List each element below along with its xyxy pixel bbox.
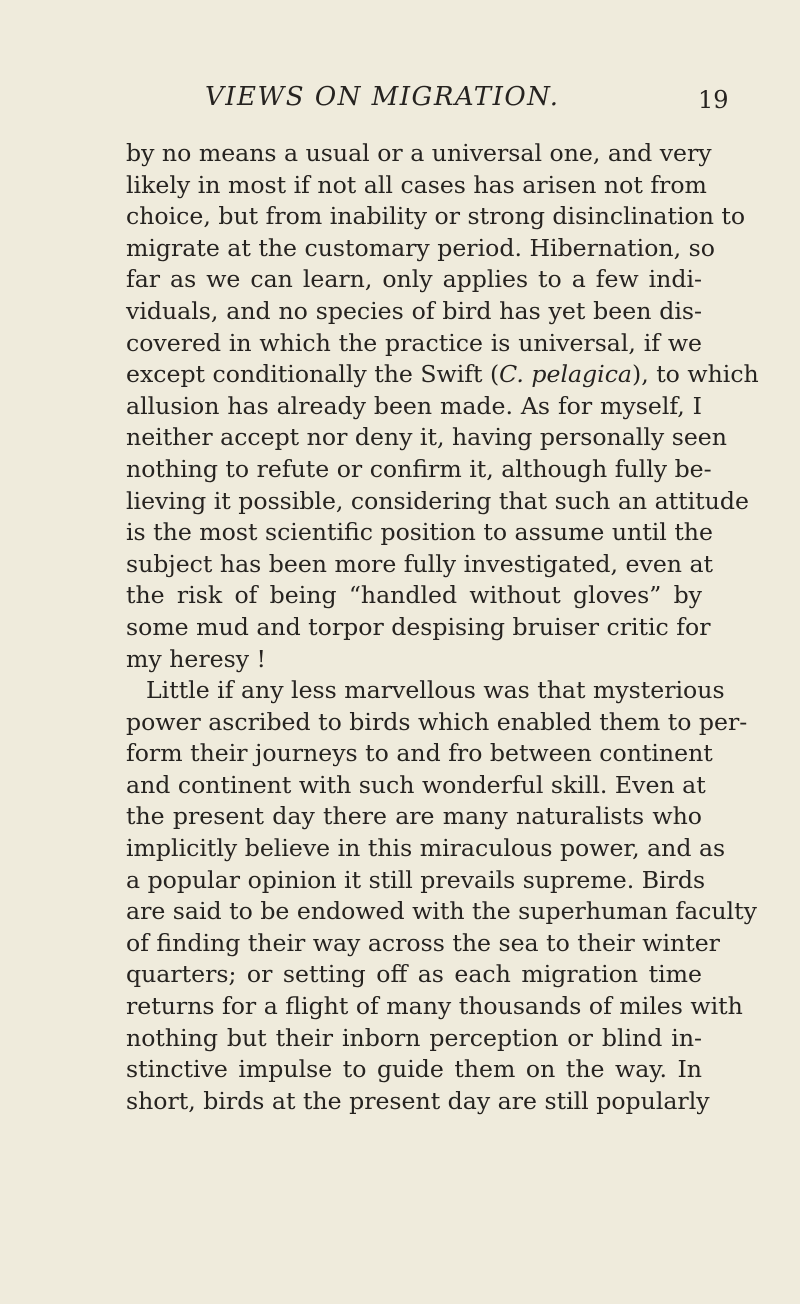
text-line: lieving it possible, considering that such an attitude [126,486,749,515]
text-line: by no means a usual or a universal one, and very [126,139,712,167]
text-line: are said to be endowed with the superhuman faculty [126,897,757,926]
text-line: implicitly believe in this miraculous power, and as [126,834,726,863]
text-line: is the most scientific position to assume until the [126,518,713,547]
text-line: viduals, and no species of bird has yet been dis- [126,296,702,325]
text-line: nothing to refute or confirm it, although fully be- [126,454,712,483]
paragraph-start-line: Little if any less marvellous was that mysterious [146,676,725,705]
text-line: returns for a flight of many thousands of miles with [126,992,743,1021]
text-line: form their journeys to and fro between continent [126,739,713,768]
text-line: a popular opinion it still prevails supreme. Birds [126,865,706,894]
text-line: likely in most if not all cases has arisen not from [126,170,707,199]
text-line: neither accept nor deny it, having personally seen [126,423,727,452]
text-line: migrate at the customary period. Hibernation, so [126,233,715,262]
text-line: the risk of being “handled without gloves” by [126,581,702,610]
text-line: power ascribed to birds which enabled them to per- [126,707,748,736]
text-line: and continent with such wonderful skill. Even at [126,770,706,799]
text-line: the present day there are many naturalists who [126,802,702,831]
paragraph-end-line: my heresy ! [126,644,267,673]
text-line: allusion has already been made. As for myself, I [126,391,702,420]
text-line: of finding their way across the sea to their winter [126,928,720,957]
text-line-with-italic: except conditionally the Swift (C. pelagica), to which [126,360,759,389]
running-title: VIEWS ON MIGRATION. [205,82,560,112]
text-line: covered in which the practice is universal, if we [126,328,702,357]
text-line: quarters; or setting off as each migration time [126,960,702,989]
body-text [126,138,759,1117]
text-line: choice, but from inability or strong disinclination to [126,202,746,231]
page-number: 19 [698,86,729,114]
text-line: far as we can learn, only applies to a few indi- [126,265,702,294]
text-line: short, birds at the present day are still popularly [126,1086,710,1115]
text-line: stinctive impulse to guide them on the way. In [126,1055,702,1084]
text-line: some mud and torpor despising bruiser critic for [126,612,711,641]
running-head [0,82,800,122]
text-line: subject has been more fully investigated, even at [126,549,714,578]
text-line: nothing but their inborn perception or blind in- [126,1023,702,1052]
species-name: C. pelagica [499,360,632,389]
